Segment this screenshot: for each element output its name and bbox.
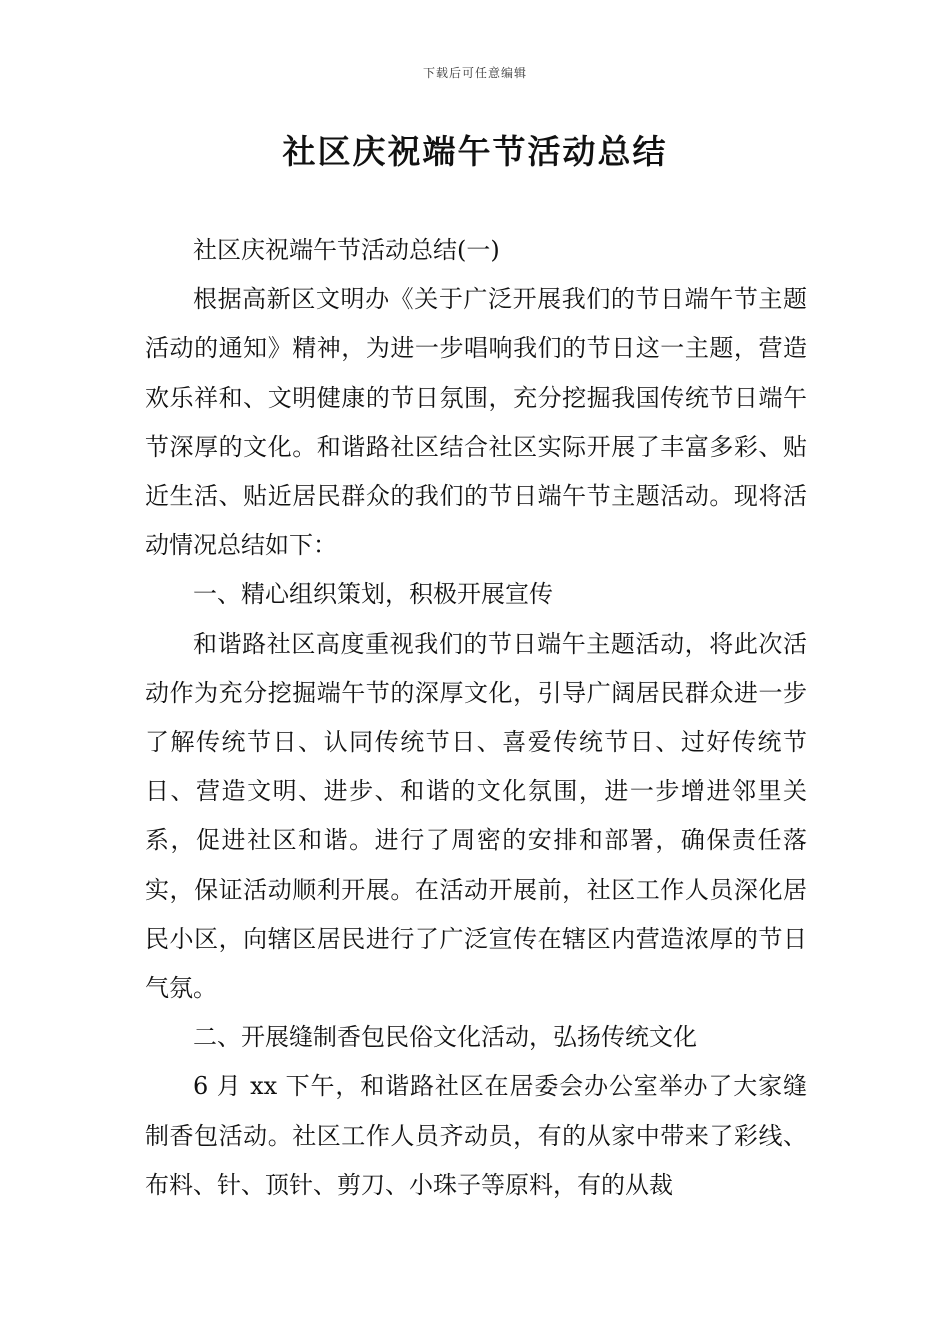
- section-subtitle: 社区庆祝端午节活动总结(一): [193, 236, 500, 264]
- page-header-note: 下载后可任意编辑: [422, 66, 527, 80]
- section-heading-1: 一、精心组织策划，积极开展宣传: [193, 580, 553, 609]
- section-2-paragraph: 6 月 xx 下午，和谐路社区在居委会办公室举办了大家缝制香包活动。社区工作人员齐动员，有的从家中带来了彩线、布料、针、顶针、剪刀、小珠子等原料，有的从裁: [145, 1072, 807, 1199]
- section-heading-2: 二、开展缝制香包民俗文化活动，弘扬传统文化: [193, 1023, 697, 1052]
- document-body: [145, 226, 807, 1210]
- section-1-paragraph: 和谐路社区高度重视我们的节日端午主题活动，将此次活动作为充分挖掘端午节的深厚文化，引导广阔居民群众进一步了解传统节日、认同传统节日、喜爱传统节日、过好传统节日、营造文明、进步、和谐的文化氛围，进一步增进邻里关系，促进社区和谐。进行了周密的安排和部署，确保责任落实，保证活动顺利开展。在活动开展前，社区工作人员深化居民小区，向辖区居民进行了广泛宣传在辖区内营造浓厚的节日气氛。: [145, 629, 807, 1003]
- document-title: 社区庆祝端午节活动总结: [282, 132, 668, 171]
- intro-paragraph: 根据高新区文明办《关于广泛开展我们的节日端午节主题活动的通知》精神，为进一步唱响我们的节日这一主题，营造欢乐祥和、文明健康的节日氛围，充分挖掘我国传统节日端午节深厚的文化。和谐路社区结合社区实际开展了丰富多彩、贴近生活、贴近居民群众的我们的节日端午节主题活动。现将活动情况总结如下：: [145, 285, 807, 560]
